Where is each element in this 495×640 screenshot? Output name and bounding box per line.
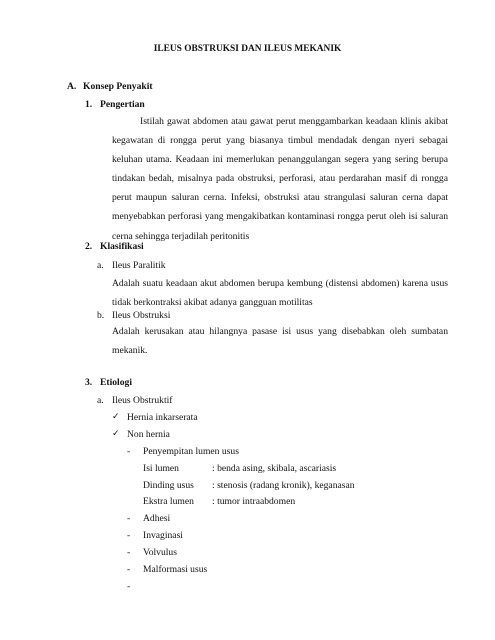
dash-list-item: Malformasi usus [143,564,208,575]
item-3-heading: Etiologi [100,377,132,388]
section-a-marker: A. [67,81,77,92]
item-2-marker: 2. [85,241,93,252]
klasifikasi-a-label: Ileus Paralitik [112,260,166,271]
etiologi-a-marker: a. [97,395,104,406]
item-2-heading: Klasifikasi [100,241,144,252]
checkmark-icon: ✓ [112,429,120,439]
dash-bullet: - [127,530,131,541]
dash-bullet: - [127,547,131,558]
dash-bullet: - [127,581,131,592]
klasifikasi-b-text: Adalah kerusakan atau hilangnya pasase isi usus yang disebabkan oleh sumbatan mekanik. [112,326,448,357]
cause-row-value: : tumor intraabdomen [212,496,296,507]
dash-bullet: - [127,564,131,575]
klasifikasi-b-label: Ileus Obstruksi [112,310,171,321]
check-item-1: Hernia inkarserata [127,412,198,423]
cause-row-label: Isi lumen [143,463,179,474]
klasifikasi-b-marker: b. [97,310,105,321]
checkmark-icon: ✓ [112,412,120,422]
klasifikasi-a-text: Adalah suatu keadaan akut abdomen berupa kembung (distensi abdomen) karena usus tidak berkontraksi akibat adanya gangguan motilitas [112,278,448,309]
item-1-heading: Pengertian [100,99,145,110]
cause-row-label: Dinding usus [143,480,194,491]
etiologi-a-label: Ileus Obstruktif [112,395,173,406]
dash-list-item: Volvulus [143,547,177,558]
dash-bullet: - [127,513,131,524]
dash-list-item: Invaginasi [143,530,183,541]
sub-heading: Penyempitan lumen usus [143,446,239,457]
document-title: ILEUS OBSTRUKSI DAN ILEUS MEKANIK [153,44,342,54]
cause-row-value: : stenosis (radang kronik), keganasan [212,480,355,491]
cause-row-label: Ekstra lumen [143,496,194,507]
pengertian-paragraph: Istilah gawat abdomen atau gawat perut menggambarkan keadaan klinis akibat kegawatan di rongga perut yang biasanya timbul mendadak dengan nyeri sebagai keluhan utama. Keadaan ini memerlukan penanggulangan segera yang sering berupa tindakan bedah, misalnya pada obstruksi, perforasi, atau perdarahan masif di rongga perut maupun saluran cerna. Infeksi, obstruksi atau strangulasi saluran cerna dapat menyebabkan perforasi yang mengakibatkan kontaminasi rongga perut oleh isi saluran cerna sehingga terjadilah peritonitis [112,116,448,242]
item-3-marker: 3. [85,377,93,388]
klasifikasi-a-marker: a. [97,260,104,271]
dash-bullet: - [127,446,131,457]
item-1-marker: 1. [85,99,93,110]
check-item-2: Non hernia [127,429,170,440]
cause-row-value: : benda asing, skibala, ascariasis [212,463,337,474]
dash-list-item: Adhesi [143,513,171,524]
section-a-heading: Konsep Penyakit [83,81,153,92]
